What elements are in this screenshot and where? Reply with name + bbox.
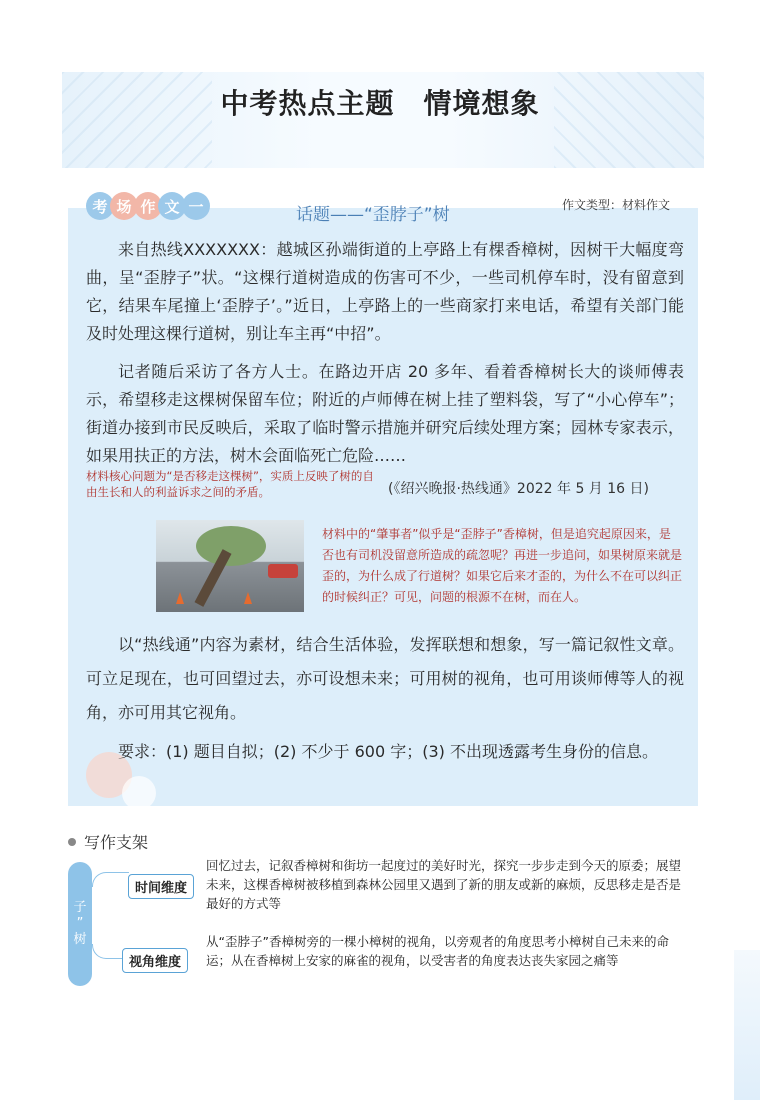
mindmap-spine (68, 862, 92, 986)
spine-char: 树 (73, 932, 87, 947)
node-perspective-description: 从“歪脖子”香樟树旁的一棵小樟树的视角，以旁观者的角度思考小樟树自己未来的命运；从在香樟树上安家的麻雀的视角，以受害者的角度表达丧失家园之痛等 (206, 934, 669, 968)
material-paragraph-1: 来自热线XXXXXXX：越城区孙端街道的上亭路上有棵香樟树，因树干大幅度弯曲，呈“歪脖子”状。“这棵行道树造成的伤害可不少，一些司机停车时，没有留意到它，结果车尾撞上‘歪脖子’。”近日，上亭路上的一些商家打来电话，希望有关部门能及时处理这棵行道树，别让车主再“中招”。 (86, 240, 684, 343)
mindmap-branch (92, 944, 123, 959)
mindmap-branch (92, 872, 129, 887)
node-perspective-dimension: 视角维度 (122, 948, 188, 973)
task-paragraph: 以“热线通”内容为素材，结合生活体验，发挥联想和想象，写一篇记叙性文章。可立足现在，也可回望过去，亦可设想未来；可用树的视角，也可用谈师傅等人的视角，亦可用其它视角。 (86, 635, 684, 722)
decorative-bubble (122, 776, 156, 810)
essay-type-label: 作文类型：材料作文 (562, 198, 671, 212)
tab-char: 一 (182, 192, 210, 220)
tab-char: 考 (86, 192, 114, 220)
spine-char: 子 (73, 900, 87, 915)
topic-title: 话题——“歪脖子”树 (296, 205, 450, 225)
requirements-paragraph: 要求：(1) 题目自拟；(2) 不少于 600 字；(3) 不出现透露考生身份的信息。 (118, 742, 658, 761)
annotation-core-issue: 材料核心问题为“是否移走这棵树”，实质上反映了树的自由生长和人的利益诉求之间的矛盾。 (86, 469, 374, 499)
annotation-analysis: 材料中的“肇事者”似乎是“歪脖子”香樟树，但是追究起原因来，是否也有司机没留意所造成的疏忽呢？再进一步追问，如果树原来就是歪的，为什么成了行道树？如果它后来才歪的，为什么不在可以纠正的时候纠正？可见，问题的根源不在树，而在人。 (322, 527, 683, 604)
traffic-cone-icon (176, 592, 184, 604)
page-title: 中考热点主题 情境想象 (220, 87, 540, 120)
spine-char: ” (76, 916, 84, 931)
node-time-description: 回忆过去，记叙香樟树和街坊一起度过的美好时光，探究一步步走到今天的原委；展望未来，这棵香樟树被移植到森林公园里又遇到了新的朋友或新的麻烦，反思移走是否是最好的方式等 (206, 858, 682, 911)
node-time-dimension: 时间维度 (128, 874, 194, 899)
traffic-cone-icon (244, 592, 252, 604)
tab-char: 场 (110, 192, 138, 220)
corner-decoration (734, 950, 760, 1100)
section-tab (86, 192, 206, 222)
car-icon (268, 564, 298, 578)
bullet-icon (68, 838, 76, 846)
source-citation: (《绍兴晚报·热线通》2022 年 5 月 16 日) (388, 481, 649, 497)
tab-char: 作 (134, 192, 162, 220)
framework-heading (68, 830, 148, 853)
framework-heading-text: 写作支架 (84, 833, 149, 852)
material-paragraph-2: 记者随后采访了各方人士。在路边开店 20 多年、看着香樟树长大的谈师傅表示，希望移走这棵树保留车位；附近的卢师傅在树上挂了塑料袋，写了“小心停车”；街道办接到市民反映后，采取了临时警示措施并研究后续处理方案；园林专家表示，如果用扶正的方法，树木会面临死亡危险…… (86, 362, 684, 465)
street-tree-photo (156, 520, 304, 612)
tree-crown-icon (196, 526, 266, 566)
tab-char: 文 (158, 192, 186, 220)
